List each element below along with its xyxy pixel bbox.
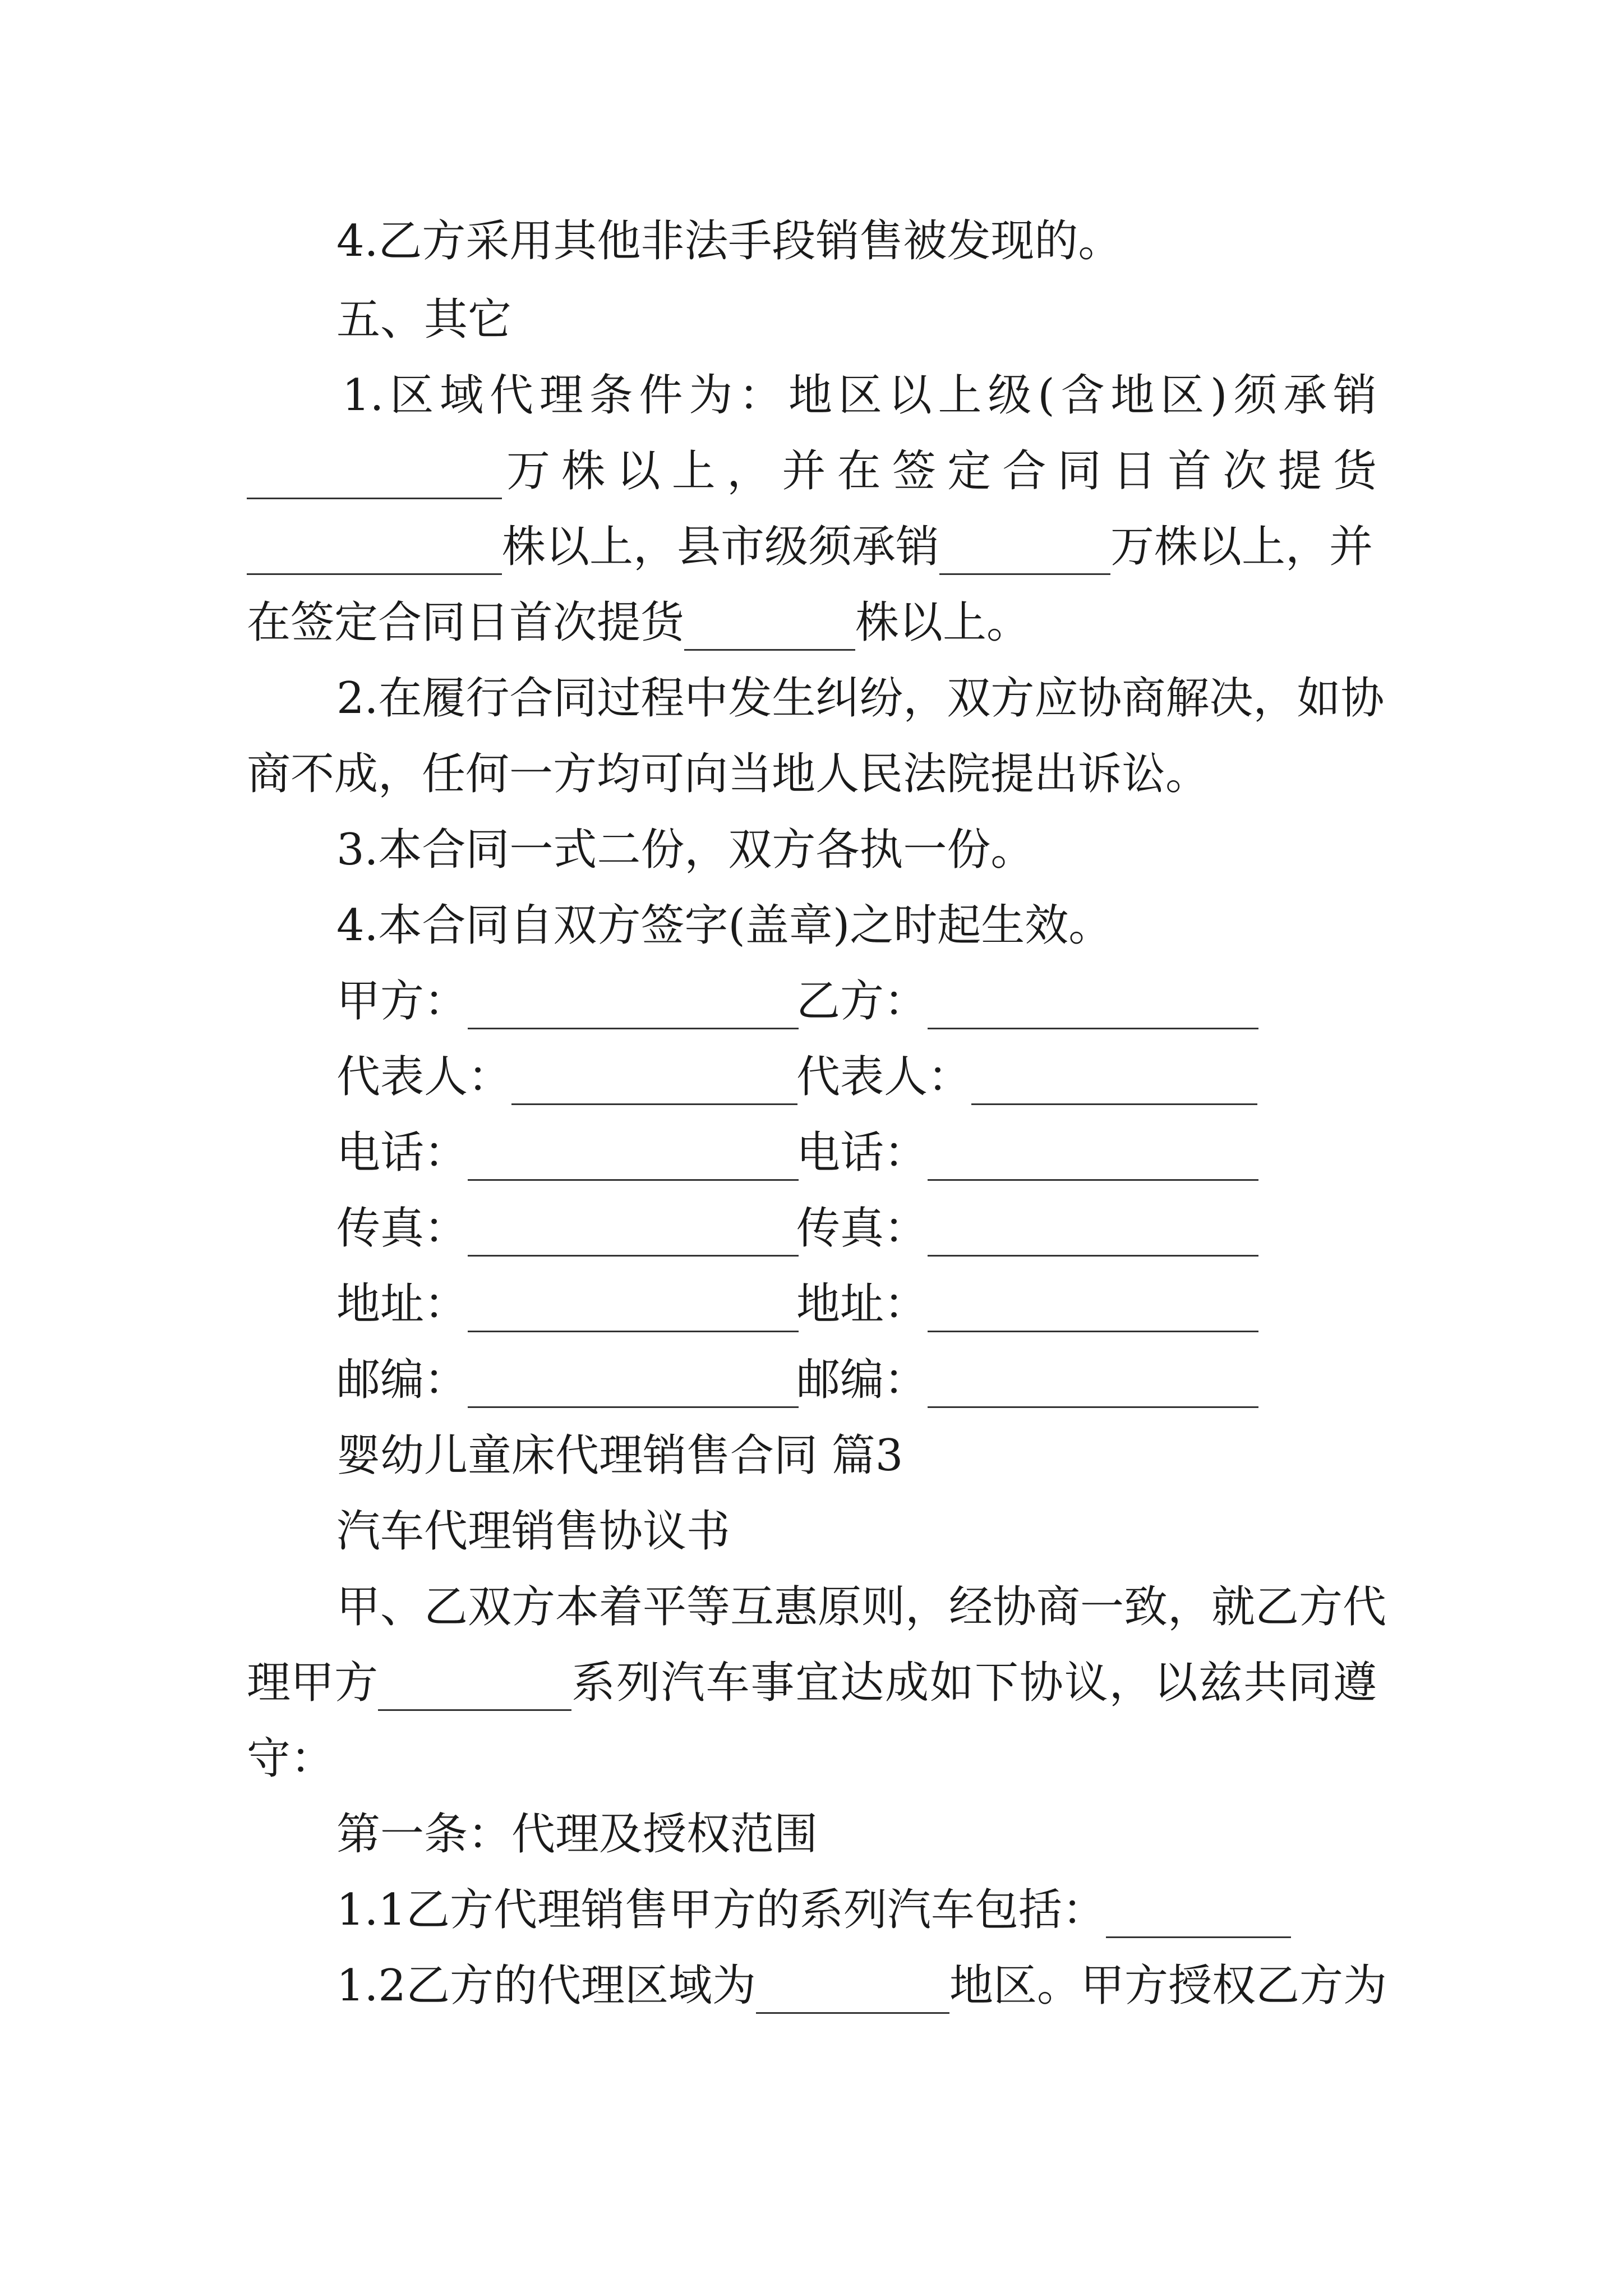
fax-a-blank[interactable] — [468, 1212, 799, 1257]
series-blank[interactable] — [378, 1667, 571, 1711]
blank-field[interactable] — [939, 531, 1110, 575]
clause-text: 株以上，县市级须承销 — [502, 522, 940, 572]
party-b-blank[interactable] — [928, 985, 1258, 1029]
clause-1-line-2 — [247, 443, 1377, 499]
phone-a-blank[interactable] — [468, 1137, 799, 1181]
item-1-1 — [336, 1882, 1291, 1938]
phone-b-field — [796, 1125, 1258, 1181]
fax-b-label: 传真： — [796, 1203, 928, 1254]
clause-4-illegal-sales: 4.乙方采用其他非法手段销售被发现的。 — [336, 216, 1122, 266]
models-blank[interactable] — [1106, 1894, 1291, 1938]
fax-a-label: 传真： — [336, 1203, 468, 1254]
preamble-line-2 — [247, 1655, 1377, 1711]
blank-field[interactable] — [684, 606, 855, 651]
postcode-b-field — [796, 1352, 1258, 1408]
party-b-label: 乙方： — [796, 976, 928, 1027]
region-blank[interactable] — [756, 1970, 949, 2014]
phone-b-label: 电话： — [796, 1128, 928, 1178]
phone-a-label: 电话： — [336, 1128, 468, 1178]
rep-a-blank[interactable] — [511, 1061, 797, 1105]
clause-text: 株以上。 — [855, 597, 1031, 648]
clause-text: 万株以上，并 — [1110, 522, 1373, 572]
party-a-blank[interactable] — [468, 985, 799, 1029]
item-1-2 — [336, 1958, 1387, 2014]
clause-text: 在签定合同日首次提货 — [247, 597, 685, 648]
clause-text: 万株以上，并在签定合同日首次提货 — [506, 446, 1377, 496]
item-1-2-text: 地区。甲方授权乙方为 — [949, 1961, 1387, 2011]
section-5-heading: 五、其它 — [336, 295, 512, 345]
postcode-a-field — [336, 1352, 799, 1408]
address-b-blank[interactable] — [928, 1288, 1258, 1332]
party-b-field — [796, 973, 1258, 1029]
address-a-blank[interactable] — [468, 1288, 799, 1332]
blank-field[interactable] — [247, 531, 502, 575]
postcode-a-label: 邮编： — [336, 1355, 468, 1405]
rep-a-field — [336, 1049, 797, 1105]
party-a-field — [336, 973, 799, 1029]
fax-b-field — [796, 1200, 1258, 1257]
section-3-heading: 婴幼儿童床代理销售合同 篇3 — [336, 1430, 903, 1481]
postcode-b-blank[interactable] — [928, 1364, 1258, 1408]
clause-1-line-3 — [247, 519, 1373, 575]
preamble-line-3: 守： — [247, 1733, 335, 1784]
postcode-b-label: 邮编： — [796, 1355, 928, 1405]
phone-b-blank[interactable] — [928, 1137, 1258, 1181]
address-b-label: 地址： — [796, 1279, 928, 1329]
clause-4-effective: 4.本合同自双方签字(盖章)之时起生效。 — [336, 900, 1113, 951]
item-1-2-text: 1.2乙方的代理区域为 — [336, 1961, 757, 2011]
address-b-field — [796, 1276, 1258, 1332]
phone-a-field — [336, 1125, 799, 1181]
agreement-title: 汽车代理销售协议书 — [336, 1506, 731, 1557]
rep-b-label: 代表人： — [796, 1052, 972, 1102]
rep-b-blank[interactable] — [971, 1061, 1257, 1105]
clause-1-line-4 — [247, 595, 1030, 651]
rep-b-field — [796, 1049, 1257, 1105]
party-a-label: 甲方： — [336, 976, 468, 1027]
rep-a-label: 代表人： — [336, 1052, 512, 1102]
item-1-1-text: 1.1乙方代理销售甲方的系列汽车包括： — [336, 1885, 1106, 1935]
clause-3-copies: 3.本合同一式二份，双方各执一份。 — [336, 825, 1035, 875]
address-a-field — [336, 1276, 799, 1332]
fax-b-blank[interactable] — [928, 1212, 1258, 1257]
preamble-text: 理甲方 — [247, 1658, 379, 1708]
clause-2-disputes-cont: 商不成，任何一方均可向当地人民法院提出诉讼。 — [247, 749, 1210, 799]
fax-a-field — [336, 1200, 799, 1257]
blank-field[interactable] — [247, 455, 502, 499]
address-a-label: 地址： — [336, 1279, 468, 1329]
clause-1-regional-conditions: 1.区域代理条件为：地区以上级(含地区)须承销 — [342, 370, 1377, 421]
postcode-a-blank[interactable] — [468, 1364, 799, 1408]
clause-2-disputes: 2.在履行合同过程中发生纠纷，双方应协商解决，如协 — [336, 673, 1385, 724]
article-1-heading: 第一条：代理及授权范围 — [336, 1809, 818, 1860]
preamble-text: 系列汽车事宜达成如下协议，以兹共同遵 — [571, 1658, 1377, 1708]
preamble-line-1: 甲、乙双方本着平等互惠原则，经协商一致，就乙方代 — [336, 1582, 1387, 1632]
